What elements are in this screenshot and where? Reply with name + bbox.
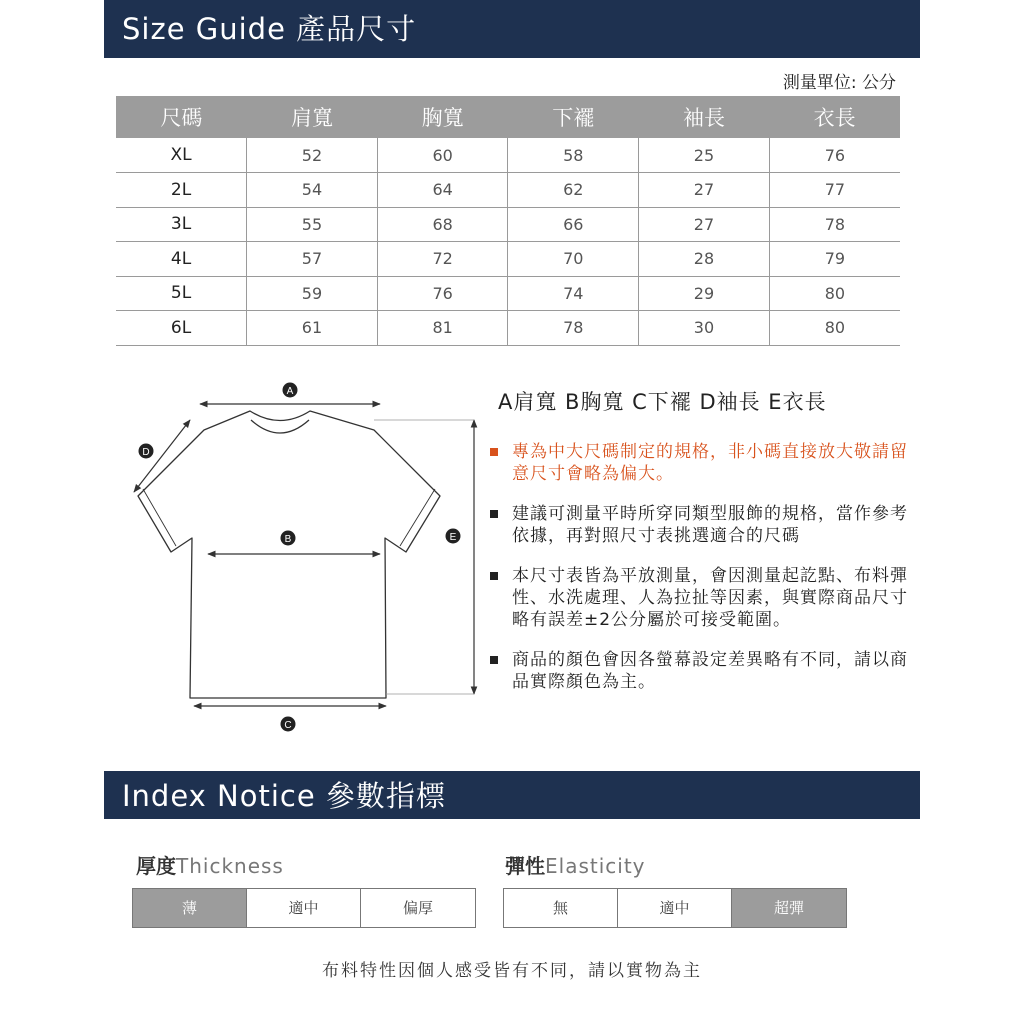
- thickness-scale: [132, 888, 476, 928]
- note-text: 商品的顏色會因各螢幕設定差異略有不同，請以商品實際顏色為主。: [512, 650, 908, 692]
- thickness-option-thin: 薄: [133, 889, 247, 927]
- header-size: 尺碼: [116, 96, 247, 138]
- elasticity-group: [505, 850, 804, 917]
- svg-text:E: E: [449, 532, 457, 543]
- table-cell: 58: [508, 138, 639, 173]
- table-cell: 76: [377, 276, 508, 311]
- table-cell: 52: [247, 138, 378, 173]
- table-row: [116, 207, 900, 242]
- table-cell: 5L: [116, 276, 247, 311]
- elasticity-label-zh: 彈性: [505, 854, 545, 878]
- svg-text:B: B: [284, 534, 292, 545]
- bullet-icon: [490, 448, 498, 456]
- header-length: 衣長: [769, 96, 900, 138]
- thickness-option-medium: 適中: [247, 889, 361, 927]
- notes-list: [488, 441, 908, 711]
- elasticity-option-none: 無: [504, 889, 618, 927]
- table-cell: 78: [769, 207, 900, 242]
- table-cell: 80: [769, 311, 900, 346]
- table-cell: 70: [508, 242, 639, 277]
- thickness-title: [136, 850, 284, 879]
- table-cell: 27: [639, 207, 770, 242]
- note-text: 專為中大尺碼制定的規格，非小碼直接放大敬請留意尺寸會略為偏大。: [512, 442, 908, 484]
- table-row: [116, 311, 900, 346]
- svg-text:A: A: [286, 386, 294, 397]
- header-chest: 胸寬: [377, 96, 508, 138]
- size-guide-title: Size Guide 產品尺寸: [122, 12, 417, 46]
- table-cell: 66: [508, 207, 639, 242]
- table-cell: 4L: [116, 242, 247, 277]
- table-cell: 77: [769, 173, 900, 208]
- table-cell: 61: [247, 311, 378, 346]
- table-cell: 78: [508, 311, 639, 346]
- svg-text:D: D: [142, 447, 150, 458]
- table-row: [116, 138, 900, 173]
- marker-a: [283, 383, 298, 398]
- bullet-icon: [490, 572, 498, 580]
- table-cell: 3L: [116, 207, 247, 242]
- elasticity-option-medium: 適中: [618, 889, 732, 927]
- table-cell: 30: [639, 311, 770, 346]
- marker-d: [139, 444, 154, 459]
- table-row: [116, 173, 900, 208]
- index-notice-title: Index Notice 參數指標: [122, 779, 446, 813]
- table-cell: 81: [377, 311, 508, 346]
- table-cell: 74: [508, 276, 639, 311]
- note-item: [488, 649, 908, 693]
- table-cell: 54: [247, 173, 378, 208]
- thickness-option-thick: 偏厚: [402, 899, 433, 917]
- table-header-row: [116, 96, 900, 138]
- svg-text:C: C: [284, 720, 292, 731]
- table-cell: 80: [769, 276, 900, 311]
- table-cell: 60: [377, 138, 508, 173]
- table-cell: XL: [116, 138, 247, 173]
- thickness-label-en: Thickness: [176, 854, 284, 878]
- table-cell: 64: [377, 173, 508, 208]
- table-cell: 57: [247, 242, 378, 277]
- elasticity-option-super: 超彈: [732, 889, 846, 927]
- header-hem: 下襬: [508, 96, 639, 138]
- table-cell: 59: [247, 276, 378, 311]
- marker-c: [281, 717, 296, 732]
- marker-b: [281, 531, 296, 546]
- table-cell: 25: [639, 138, 770, 173]
- table-cell: 28: [639, 242, 770, 277]
- size-guide-banner: [104, 0, 920, 58]
- tshirt-diagram: [128, 378, 478, 740]
- note-text: 本尺寸表皆為平放測量，會因測量起訖點、布料彈性、水洗處理、人為拉扯等因素，與實際商品尺寸略有誤差±2公分屬於可接受範圍。: [512, 566, 908, 630]
- table-cell: 76: [769, 138, 900, 173]
- header-shoulder: 肩寬: [247, 96, 378, 138]
- size-table: [116, 96, 900, 346]
- index-notice-banner: [104, 771, 920, 819]
- note-item: [488, 503, 908, 547]
- measurement-legend: A肩寬 B胸寬 C下襬 D袖長 E衣長: [498, 390, 827, 414]
- note-item: [488, 441, 908, 485]
- elasticity-title: [505, 850, 646, 879]
- thickness-group: [136, 850, 433, 917]
- table-cell: 72: [377, 242, 508, 277]
- table-row: [116, 242, 900, 277]
- elasticity-scale: [503, 888, 847, 928]
- elasticity-label-en: Elasticity: [545, 854, 646, 878]
- table-cell: 79: [769, 242, 900, 277]
- table-cell: 2L: [116, 173, 247, 208]
- table-cell: 27: [639, 173, 770, 208]
- table-cell: 29: [639, 276, 770, 311]
- header-sleeve: 袖長: [639, 96, 770, 138]
- bullet-icon: [490, 510, 498, 518]
- fabric-footer-note: 布料特性因個人感受皆有不同，請以實物為主: [322, 961, 702, 981]
- marker-e: [446, 529, 461, 544]
- table-cell: 55: [247, 207, 378, 242]
- table-row: [116, 276, 900, 311]
- unit-note: 測量單位: 公分: [782, 73, 896, 93]
- note-item: [488, 565, 908, 631]
- bullet-icon: [490, 656, 498, 664]
- note-text: 建議可測量平時所穿同類型服飾的規格，當作參考依據，再對照尺寸表挑選適合的尺碼: [512, 504, 908, 546]
- thickness-label-zh: 厚度: [136, 854, 176, 878]
- table-cell: 62: [508, 173, 639, 208]
- table-cell: 68: [377, 207, 508, 242]
- table-cell: 6L: [116, 311, 247, 346]
